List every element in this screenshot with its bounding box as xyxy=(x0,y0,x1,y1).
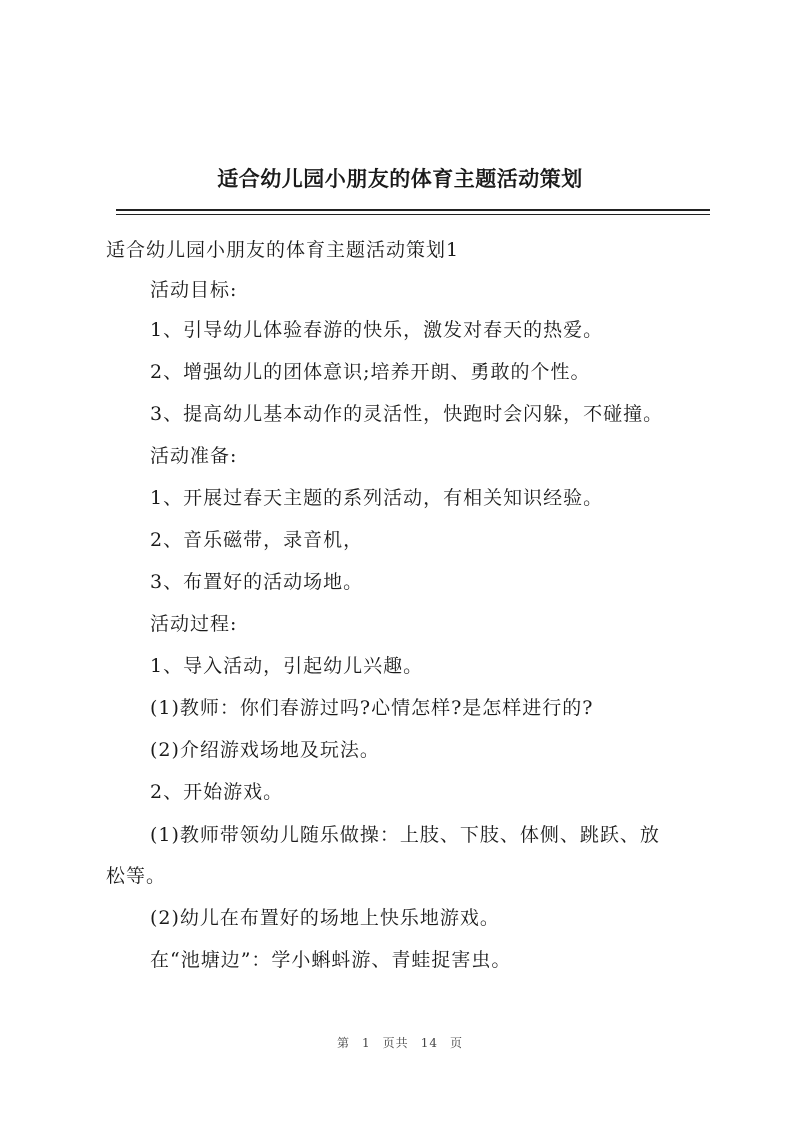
subheading-goals: 活动目标: xyxy=(150,279,238,301)
paragraph: 1、导入活动，引起幼儿兴趣。 xyxy=(150,655,424,677)
document-title: 适合幼儿园小朋友的体育主题活动策划 xyxy=(217,166,583,191)
paragraph: 1、引导幼儿体验春游的快乐，激发对春天的热爱。 xyxy=(150,319,604,341)
paragraph: 在“池塘边”：学小蝌蚪游、青蛙捉害虫。 xyxy=(150,949,512,971)
subheading-preparation: 活动准备: xyxy=(150,445,238,467)
section-heading: 适合幼儿园小朋友的体育主题活动策划1 xyxy=(106,239,460,261)
page-footer xyxy=(0,1034,800,1051)
footer-prefix: 第 xyxy=(337,1036,351,1050)
paragraph: (2)介绍游戏场地及玩法。 xyxy=(150,739,380,761)
paragraph: (2)幼儿在布置好的场地上快乐地游戏。 xyxy=(150,907,500,929)
page-total: 14 xyxy=(420,1036,438,1050)
paragraph: 3、布置好的活动场地。 xyxy=(150,571,364,593)
title-divider xyxy=(116,209,710,211)
footer-suffix: 页 xyxy=(449,1036,463,1050)
title-divider-thin xyxy=(116,214,710,215)
paragraph: (1)教师：你们春游过吗?心情怎样?是怎样进行的? xyxy=(150,697,594,719)
paragraph: 2、开始游戏。 xyxy=(150,781,284,803)
subheading-process: 活动过程: xyxy=(150,613,238,635)
footer-middle: 页共 xyxy=(382,1036,409,1050)
page-number: 1 xyxy=(362,1036,371,1050)
paragraph: 2、增强幼儿的团体意识;培养开朗、勇敢的个性。 xyxy=(150,361,591,383)
paragraph-continuation: 松等。 xyxy=(106,865,167,887)
paragraph: 2、音乐磁带，录音机， xyxy=(150,529,364,551)
paragraph: 3、提高幼儿基本动作的灵活性，快跑时会闪躲，不碰撞。 xyxy=(150,403,664,425)
paragraph: 1、开展过春天主题的系列活动，有相关知识经验。 xyxy=(150,487,604,509)
paragraph: (1)教师带领幼儿随乐做操：上肢、下肢、体侧、跳跃、放 xyxy=(150,824,660,846)
